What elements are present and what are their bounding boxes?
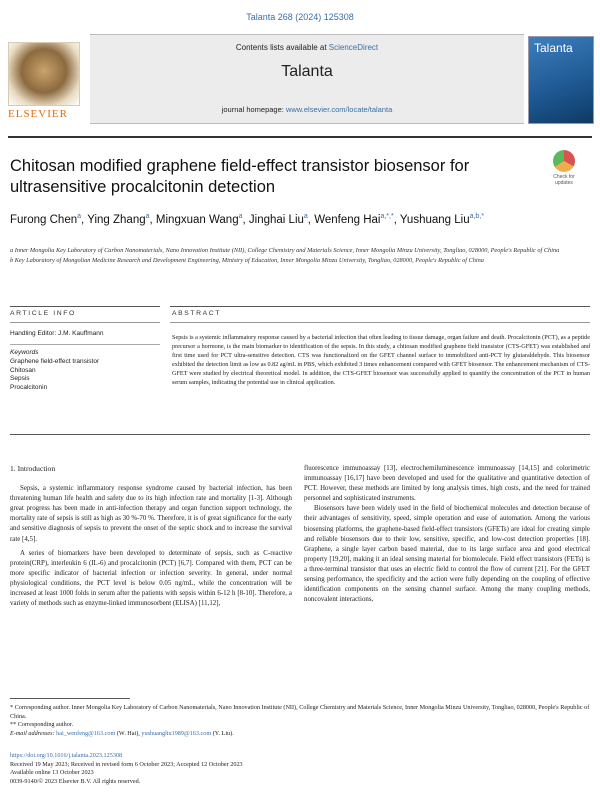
author[interactable]: Furong Chen$^a$	[10, 213, 82, 226]
author[interactable]: Wenfeng Hai$^{a,*,*}$	[314, 213, 394, 226]
article-title: Chitosan modified graphene field-effect transistor biosensor for ultrasensitive procalcitonin detection	[10, 157, 470, 196]
journal-title: Talanta	[281, 63, 333, 80]
keyword-list	[10, 358, 99, 392]
body-column-right	[304, 464, 590, 609]
author[interactable]: Yushuang Liu$^{a,b,*}$	[399, 213, 484, 226]
keyword[interactable]: Chitosan	[10, 366, 36, 374]
affiliations	[10, 246, 590, 266]
keyword[interactable]: Sepsis	[10, 375, 30, 382]
keyword[interactable]: Procalcitonin	[10, 383, 48, 391]
divider	[10, 434, 590, 435]
copyright: 0039-9140/© 2023 Elsevier B.V. All rights reserved.	[10, 777, 141, 785]
affiliation-b: b Key Laboratory of Mongolian Medicine Research and Development Engineering, Ministry of Education, Inner Mongolia Minzu University, Tongliao, 028000, People's Republic of China	[10, 257, 484, 264]
footnote-divider	[10, 698, 130, 699]
handling-editor: Handling Editor: J.M. Kauffmann	[10, 330, 104, 337]
body-paragraph: Biosensors have been widely used in the field of biochemical molecules and detection because of their advantages of sensitivity, speed, simple operation and ease of automation. Among the various biosensing platforms, the graphene-based field-effect transistors (GFETs) are ideal for creating simple and reliable biosensors due to their low, sensitive, specific, and low-cost detection properties [18]. Graphene, a single layer carbon based material, due to its large surface area and good electrical property [19,20], making it an ideal sensing material for biomolecule. Field effect transistors (FETs) is a three-terminal transistor that uses an electric field to control the flow of current [21]. For the GFET sensing performance, the specificity and the action were fully depending on the coupling of effective identification components on the sensing channel surface. Among the many coupling methods, noncovalent interactions,	[304, 505, 590, 604]
article-info-heading: ARTICLE INFO	[10, 310, 76, 317]
affiliation-a: a Inner Mongolia Key Laboratory of Carbon Nanomaterials, Nano Innovation Institute (NII), College Chemistry and Materials Science, Inner Mongolia Minzu University, Tongliao, 028000, People's Republic of China	[10, 247, 560, 254]
check-for-updates-button[interactable]	[544, 150, 584, 190]
author[interactable]: Ying Zhang$^a$	[87, 213, 150, 226]
elsevier-wordmark: ELSEVIER	[8, 108, 68, 120]
email-owner: (W. Hai),	[116, 729, 140, 737]
section-heading: 1. Introduction	[10, 464, 56, 473]
contents-line	[90, 43, 524, 52]
email-link[interactable]: hai_wenfeng@163.com	[56, 729, 116, 737]
keyword[interactable]: Graphene field-effect transistor	[10, 358, 100, 365]
keywords-label: Keywords	[10, 349, 39, 356]
elsevier-logo[interactable]	[8, 42, 82, 122]
author-list: Furong Chen$^a$, Ying Zhang$^a$, Mingxuan Wang$^a$, Jinghai Liu$^a$, Wenfeng Hai$^{a,*,*}$, Yushuang Liu$^{a,b,*}$	[10, 213, 484, 226]
footnote-corresponding-2: ** Corresponding author.	[10, 721, 74, 729]
check-updates-icon	[553, 150, 575, 172]
body-paragraph: Sepsis, a systemic inflammatory response syndrome caused by bacterial infection, has been threatening human life health and safety due to its high infection rate and mortality [1-3]. Although great progress has been made in anti-infection therapy and organ function support technology, the mortality rate of sepsis is still as high as 30 %-70 %. Therefore, it is of great significance for the early and sensitive diagnosis of sepsis to prevent the onset of the septic shock and to increase the survival rate [4,5].	[10, 485, 292, 543]
body-paragraph: fluorescence immunoassay [13], electrochemiluminescence immunoassay [14,15] and colorimetric immunoassay [16,17] have been developed and used for the qualitative and quantitative detection of PCT. However, these methods are limited by long analysis times, high costs, and the need for trained personnel and sophisticated instruments.	[304, 465, 590, 503]
divider	[10, 322, 160, 323]
contents-prefix: Contents lists available at	[235, 43, 327, 52]
available-online: Available online 13 October 2023	[10, 769, 94, 777]
divider	[170, 322, 590, 323]
author[interactable]: Mingxuan Wang$^a$	[155, 213, 243, 226]
homepage-prefix: journal homepage:	[221, 105, 284, 114]
title-divider	[8, 136, 592, 138]
email-link[interactable]: yushuangliu1989@163.com	[141, 729, 212, 737]
journal-reference[interactable]: Talanta 268 (2024) 125308	[246, 12, 354, 22]
email-label: E-mail addresses:	[10, 729, 55, 737]
journal-banner	[90, 34, 524, 124]
footnote-corresponding-1: * Corresponding author. Inner Mongolia Key Laboratory of Carbon Nanomaterials, Nano Innovation Institute (NII), College Chemistry and Materials Science, Inner Mongolia Minzu University, Tongliao, 028000, People's Republic of China.	[10, 704, 590, 720]
journal-cover-image[interactable]	[528, 36, 594, 124]
divider	[10, 344, 160, 345]
check-updates-label: Check for updates	[553, 174, 575, 186]
abstract-text: Sepsis is a systemic inflammatory response caused by a bacterial infection that often leading to tissue damage, organ failure and death. Procalcitonin (PCT), as a peptide precursor a hormone, is the main biomarker to identification of the sepsis. In this study, a chitosan modified graphene field transistor (CTS-GFET) was established and first time used for PCT ultra-sensitive detection. CTS was functionalized on the GFET channel surface to immobilized anti-PCT by glutaraldehyde. This biosensor exhibited the detection limit as low as 0.82 ag/mL in PBS, which exhibited 3 times enhancement compared with GFET biosensor. The enhancement mechanism of CTS-GFET were studied by electrical theoretical model. In addition, the CTS-GFET biosensor was successfully applied to quantify the concentration of the PCT in human serum samples, indicating the potential use in clinical application.	[172, 334, 590, 386]
abstract-heading: ABSTRACT	[172, 310, 222, 317]
author[interactable]: Jinghai Liu$^a$	[248, 213, 308, 226]
footnotes	[10, 704, 590, 738]
homepage-line	[90, 105, 524, 114]
cover-title: Talanta	[534, 41, 573, 55]
body-paragraph: A series of biomarkers have been developed to determinate of sepsis, such as C-reactive protein(CRP), interleukin 6 (IL-6) and procalcitonin (PCT) [6,7]. Compared with them, PCT can be more specific indicator of bacterial infection or infection severity. In general, under normal physiological conditions, the PCT level is below 0.05 ng/mL, while the concentration will be increased at least 1000 folds in serum after the patients with sepsis within 6-12 h [8-10]. Therefore, a variety of methods such as enzyme-linked immunosorbent (ELISA) [11,12],	[10, 549, 292, 608]
journal-header	[8, 34, 592, 130]
divider	[170, 306, 590, 307]
footnote-emails	[10, 730, 590, 739]
body-column-left	[10, 464, 292, 613]
sciencedirect-link[interactable]: ScienceDirect	[328, 43, 379, 52]
received-dates: Received 19 May 2023; Received in revised form 6 October 2023; Accepted 12 October 2023	[10, 760, 243, 768]
divider	[10, 306, 160, 307]
homepage-link[interactable]: www.elsevier.com/locate/talanta	[285, 105, 393, 114]
elsevier-tree-icon	[8, 42, 80, 106]
doi-link[interactable]: https://doi.org/10.1016/j.talanta.2023.125308	[10, 752, 123, 759]
article-metadata	[10, 752, 590, 786]
email-owner: (Y. Liu).	[212, 729, 234, 737]
